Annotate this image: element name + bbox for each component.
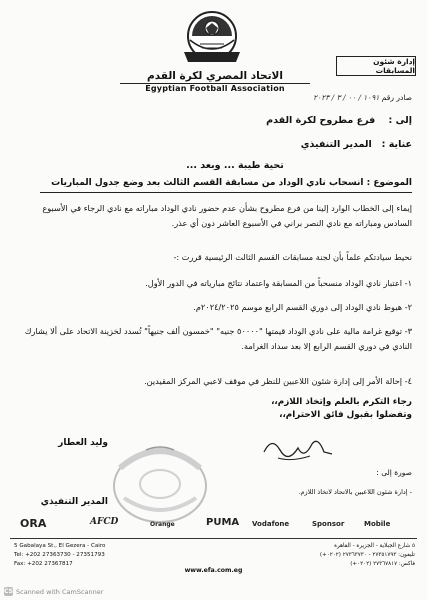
addressee-line: إلى : فرع مطروح لكرة القدم (266, 115, 412, 126)
attention-label: عناية (388, 139, 412, 150)
reference-line (190, 93, 412, 102)
sponsor-logo-puma: PUMA (206, 517, 240, 528)
address-english (14, 542, 164, 569)
subject-label: الموضوع : (366, 178, 412, 188)
scanner-watermark (4, 587, 204, 596)
closing-line-2: وتفضلوا بقبول فائق الاحترام،، (279, 410, 412, 420)
attention-value: المدير التنفيذي (300, 139, 372, 150)
sponsor-logo-mobile: Mobile (364, 520, 391, 528)
footer-divider (10, 538, 417, 539)
scanner-note: Scanned with CamScanner (16, 587, 104, 596)
address-ar-phone: تليفون: ٢٧٣٥١٧٩٣ - ٢٧٣٦٣٧٣٠ (٠٢٠٢+) (319, 552, 415, 558)
address-arabic (250, 542, 415, 569)
org-name-arabic: الاتحاد المصري لكرة القدم (147, 70, 283, 82)
sponsor-logo-afcd: AFCD (90, 517, 119, 527)
cc-item: - إدارة شئون اللاعبين بالاتحاد لاتخاذ اللازم. (298, 488, 412, 496)
greeting: تحية طيبة ... وبعد ... (186, 160, 284, 171)
signature-icon (258, 432, 338, 466)
address-ar-line-1: ٥ شارع الجبلاية - الجزيرة - القاهرة (334, 543, 415, 549)
address-ar-fax: فاكس: ٢٧٣٦٧٨١٧ (٠٢٠٢+) (350, 561, 415, 567)
address-en-line-1: 5 Gabalaya St., El Gezera - Cairo (14, 543, 106, 549)
official-seal (110, 438, 210, 524)
reference-label: صادر رقم (381, 93, 412, 102)
handwritten-signature (258, 432, 338, 466)
address-en-phone: Tel: +202 27363730 - 27351793 (14, 552, 105, 558)
efa-crest-logo (180, 6, 244, 70)
sponsor-logo-ora: ORA (20, 517, 47, 530)
sponsor-logo-generic: Sponsor (312, 520, 345, 528)
decision-3: ٣- توقيع غرامة مالية على نادي الوداد قيمتها "٥٠٠٠٠ جنيه" "خمسون ألف جنيهاً" تُسدد لخزينة الاتحاد على ألا يشارك النادي في دوري القسم الرابع إلا بعد سداد الغرامة. (24, 326, 412, 351)
decision-4: ٤- إحالة الأمر إلى إدارة شئون اللاعبين للنظر في موقف لاعبي المركز المقيدين. (144, 376, 412, 386)
closing-line-1: رجاء التكرم بالعلم وإتخاذ اللازم،، (271, 397, 412, 407)
department-box: إدارة شئون المسابقات (336, 56, 416, 76)
org-name-english: Egyptian Football Association (145, 84, 285, 93)
to-value: فرع مطروح لكرة القدم (266, 115, 376, 126)
subject-underline (40, 192, 412, 193)
to-label: إلى (395, 115, 412, 126)
seal-stamp-icon (110, 438, 210, 524)
website-link[interactable]: www.efa.com.eg (184, 567, 243, 574)
reference-handwritten: ١٠٩١ / ٠٠ / ٣ / ٢٠٢٣ (313, 93, 380, 102)
address-en-fax: Fax: +202 27367817 (14, 561, 73, 567)
attention-line: عناية : المدير التنفيذي (300, 139, 412, 150)
sponsor-logo-vodafone: Vodafone (252, 520, 290, 528)
camscanner-icon: CS (4, 588, 13, 595)
subject-text: انسحاب نادي الوداد من مسابقة القسم الثالث بعد وضع جدول المباريات (51, 178, 364, 188)
decision-1: ١- اعتبار نادي الوداد منسحباً من المسابقة واعتماد نتائج مبارياته في الدور الأول. (145, 278, 412, 288)
crest-icon (180, 6, 244, 70)
sponsor-logo-orange: Orange (150, 521, 175, 528)
sponsor-bar (20, 517, 410, 533)
cc-label: صورة إلى : (376, 468, 412, 477)
signatory-title: المدير التنفيذي (40, 497, 108, 507)
decision-2: ٢- هبوط نادي الوداد إلى دوري القسم الرابع موسم ٢٠٢٤/٢٠٢٥م. (193, 302, 412, 312)
signatory-name: وليد العطار (58, 438, 108, 448)
body-paragraph-1: إيماء إلى الخطاب الوارد إلينا من فرع مطروح بشأن عدم حضور نادي الوداد مباراته مع نادي الرجاء في الأسبوع السادس ومباراته مع نادي النصر براني في الأسبوع العاشر دون أي عذر. (42, 203, 412, 228)
subject-line (40, 178, 412, 188)
body-paragraph-2: نحيط سيادتكم علماً بأن لجنة مسابقات القسم الثالث الرئيسية قررت :- (173, 252, 412, 262)
